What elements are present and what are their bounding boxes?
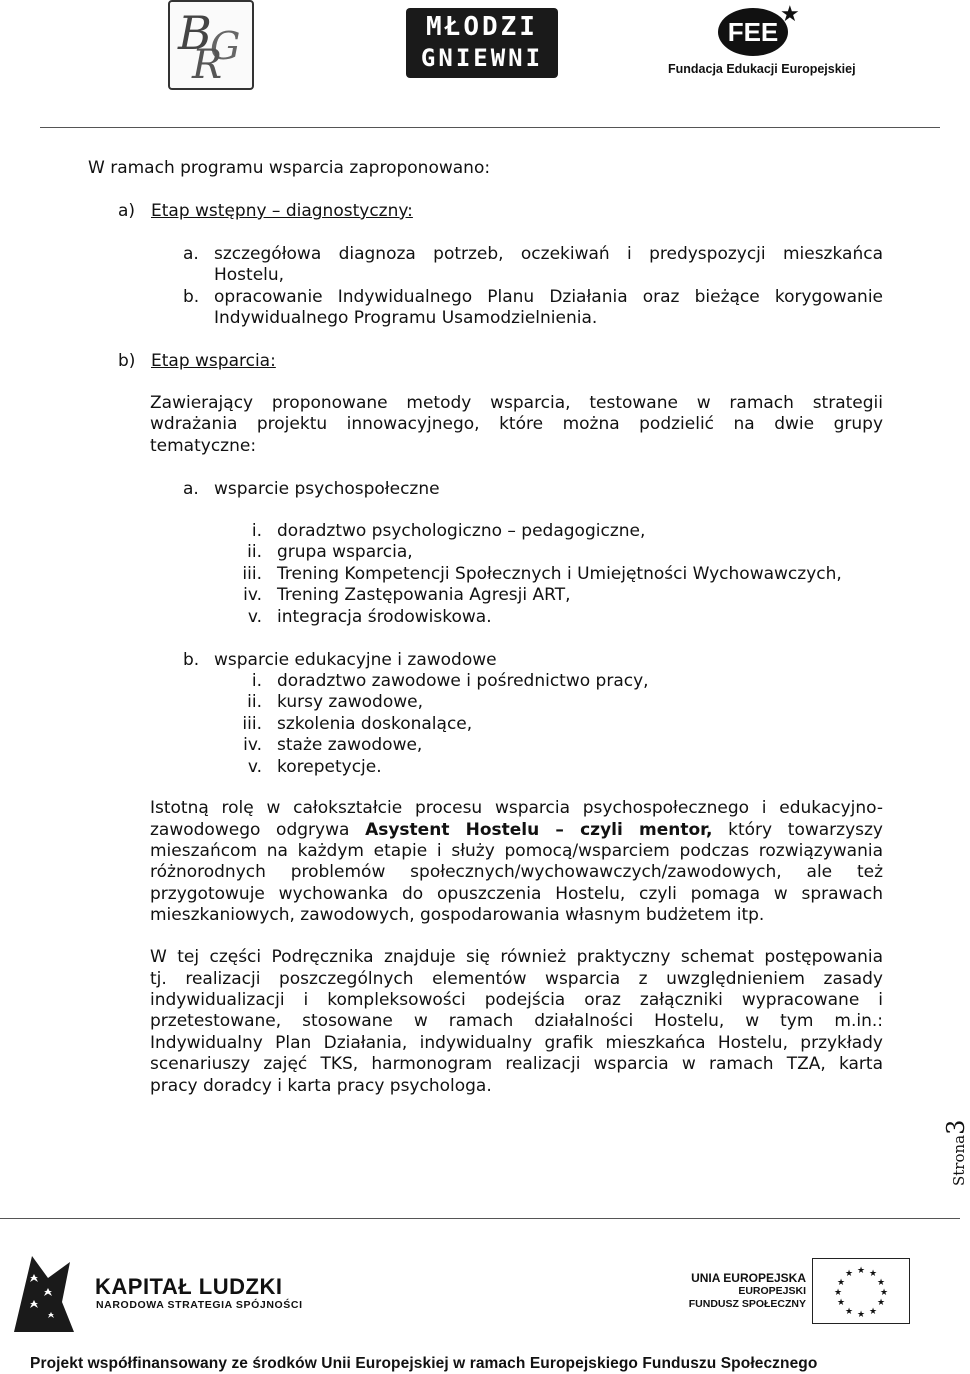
stage-a-item-a-line2: Hostelu,: [214, 265, 285, 285]
paragraph-2-line: pracy doradcy i karta pracy psychologa.: [150, 1076, 492, 1096]
svg-text:★: ★: [836, 1298, 846, 1308]
group-a-title: wsparcie psychospołeczne: [214, 479, 440, 499]
paragraph-1-line: [150, 820, 883, 840]
group-b-item: korepetycje.: [277, 757, 382, 777]
group-b-marker: b.: [183, 650, 200, 670]
stage-b-title: Etap wsparcia:: [151, 351, 276, 371]
roman-marker: iii.: [242, 564, 262, 584]
svg-text:★: ★: [844, 1269, 854, 1279]
group-a-marker: a.: [183, 479, 199, 499]
fee-logo: [668, 2, 858, 80]
group-b-item: doradztwo zawodowe i pośrednictwo pracy,: [277, 671, 649, 691]
svg-text:★: ★: [868, 1307, 878, 1317]
roman-marker: i.: [251, 671, 262, 691]
logo-line-1: MŁODZI: [426, 12, 538, 42]
paragraph-2-line: tj. realizacji poszczególnych elementów wsparcia z uwzględnieniem zasady: [150, 969, 883, 989]
eu-line: UNIA EUROPEJSKA: [691, 1271, 806, 1285]
page-number-value: 3: [942, 1119, 970, 1135]
paragraph-1-line: różnorodnych problemów społecznych/wychowawczych/zawodowych, ale też: [150, 862, 883, 882]
kapital-ludzki-logo-icon: [8, 1252, 78, 1336]
stage-b-marker: b): [118, 351, 136, 371]
group-a-item: grupa wsparcia,: [277, 542, 413, 562]
svg-text:★: ★: [879, 1288, 889, 1298]
group-b-title: wsparcie edukacyjne i zawodowe: [214, 650, 497, 670]
eu-line: FUNDUSZ SPOŁECZNY: [688, 1298, 806, 1310]
roman-marker: i.: [251, 521, 262, 541]
stage-a-title: Etap wstępny – diagnostyczny:: [151, 201, 413, 221]
roman-marker: iv.: [243, 585, 262, 605]
fee-caption: Fundacja Edukacji Europejskiej: [668, 62, 856, 76]
paragraph-2-line: Indywidualny Plan Działania, indywidualny grafik mieszkańca Hostelu, przykłady: [150, 1033, 883, 1053]
logo-line-2: GNIEWNI: [420, 44, 544, 72]
roman-marker: v.: [247, 607, 262, 627]
page-number: [942, 1116, 970, 1186]
paragraph-2-line: scenariuszy zajęć TKS, harmonogram realizacji wsparcia w ramach TZA, karta: [150, 1054, 883, 1074]
roman-marker: ii.: [247, 692, 262, 712]
paragraph-1-line: mieszkaniowych, zawodowych, gospodarowania własnym budżetem itp.: [150, 905, 765, 925]
eu-line: EUROPEJSKI: [738, 1285, 806, 1297]
paragraph-1-text: zawodowego odgrywa: [150, 820, 366, 840]
svg-text:★: ★: [856, 1266, 866, 1276]
group-b-item: szkolenia doskonalące,: [277, 714, 473, 734]
kapital-ludzki-title: KAPITAŁ LUDZKI: [95, 1274, 283, 1299]
stage-b-desc-line: Zawierający proponowane metody wsparcia, testowane w ramach strategii: [150, 393, 883, 413]
group-a-item: Trening Kompetencji Społecznych i Umiejętności Wychowawczych,: [277, 564, 842, 584]
roman-marker: iii.: [242, 714, 262, 734]
roman-marker: v.: [247, 757, 262, 777]
intro-text: W ramach programu wsparcia zaproponowano:: [88, 158, 491, 178]
eu-flag-icon: [812, 1258, 910, 1324]
eu-text: [660, 1272, 806, 1311]
paragraph-2-line: W tej części Podręcznika znajduje się również praktyczny schemat postępowania: [150, 947, 883, 967]
svg-text:★: ★: [844, 1307, 854, 1317]
stage-a-item-a-marker: a.: [183, 244, 199, 264]
kapital-ludzki-subtitle: NARODOWA STRATEGIA SPÓJNOŚCI: [96, 1299, 303, 1311]
paragraph-1-line: mieszańcom na każdym etapie i służy pomocą/wsparciem podczas rozwiązywania: [150, 841, 883, 861]
paragraph-2-line: indywidualizacji i kompleksowości podejścia oraz załączniki wypracowane i: [150, 990, 883, 1010]
svg-text:★: ★: [876, 1278, 886, 1288]
paragraph-1-text: który towarzyszy: [712, 820, 883, 840]
roman-marker: ii.: [247, 542, 262, 562]
group-b-item: kursy zawodowe,: [277, 692, 424, 712]
stage-a-item-b-line1: opracowanie Indywidualnego Planu Działania oraz bieżące korygowanie: [214, 287, 883, 307]
group-a-item: integracja środowiskowa.: [277, 607, 492, 627]
header-divider: [40, 127, 940, 128]
svg-text:★: ★: [856, 1310, 866, 1320]
mlodzi-gniewni-logo: [406, 8, 558, 78]
footer-divider: [0, 1218, 960, 1219]
page-label: Strona: [950, 1134, 968, 1186]
svg-text:★: ★: [876, 1298, 886, 1308]
group-a-item: Trening Zastępowania Agresji ART,: [277, 585, 571, 605]
cofinancing-note: Projekt współfinansowany ze środków Unii Europejskiej w ramach Europejskiego Funduszu Społecznego: [30, 1355, 818, 1372]
svg-text:★: ★: [833, 1288, 843, 1298]
star-icon: ★: [780, 2, 800, 27]
svg-text:★: ★: [868, 1269, 878, 1279]
stage-a-marker: a): [118, 201, 136, 221]
svg-text:★: ★: [836, 1278, 846, 1288]
bgr-logo: B G R: [168, 0, 254, 90]
fee-mark: FEE: [718, 8, 788, 56]
stage-a-item-b-marker: b.: [183, 287, 200, 307]
mentor-highlight: Asystent Hostelu – czyli mentor,: [365, 820, 713, 840]
paragraph-1-line: przygotowuje wychowanka do opuszczenia Hostelu, czyli pomaga w sprawach: [150, 884, 883, 904]
group-b-item: staże zawodowe,: [277, 735, 423, 755]
stage-a-item-b-line2: Indywidualnego Programu Usamodzielnienia.: [214, 308, 598, 328]
roman-marker: iv.: [243, 735, 262, 755]
group-a-item: doradztwo psychologiczno – pedagogiczne,: [277, 521, 646, 541]
stage-b-desc-line: wdrażania projektu innowacyjnego, które można podzielić na dwie grupy: [150, 414, 883, 434]
stage-b-desc-line: tematyczne:: [150, 436, 257, 456]
paragraph-2-line: przetestowane, stosowane w ramach działalności Hostelu, w tym m.in.:: [150, 1011, 883, 1031]
stage-a-item-a-line1: szczegółowa diagnoza potrzeb, oczekiwań i predyspozycji mieszkańca: [214, 244, 883, 264]
paragraph-1-line: Istotną rolę w całokształcie procesu wsparcia psychospołecznego i edukacyjno-: [150, 798, 883, 818]
